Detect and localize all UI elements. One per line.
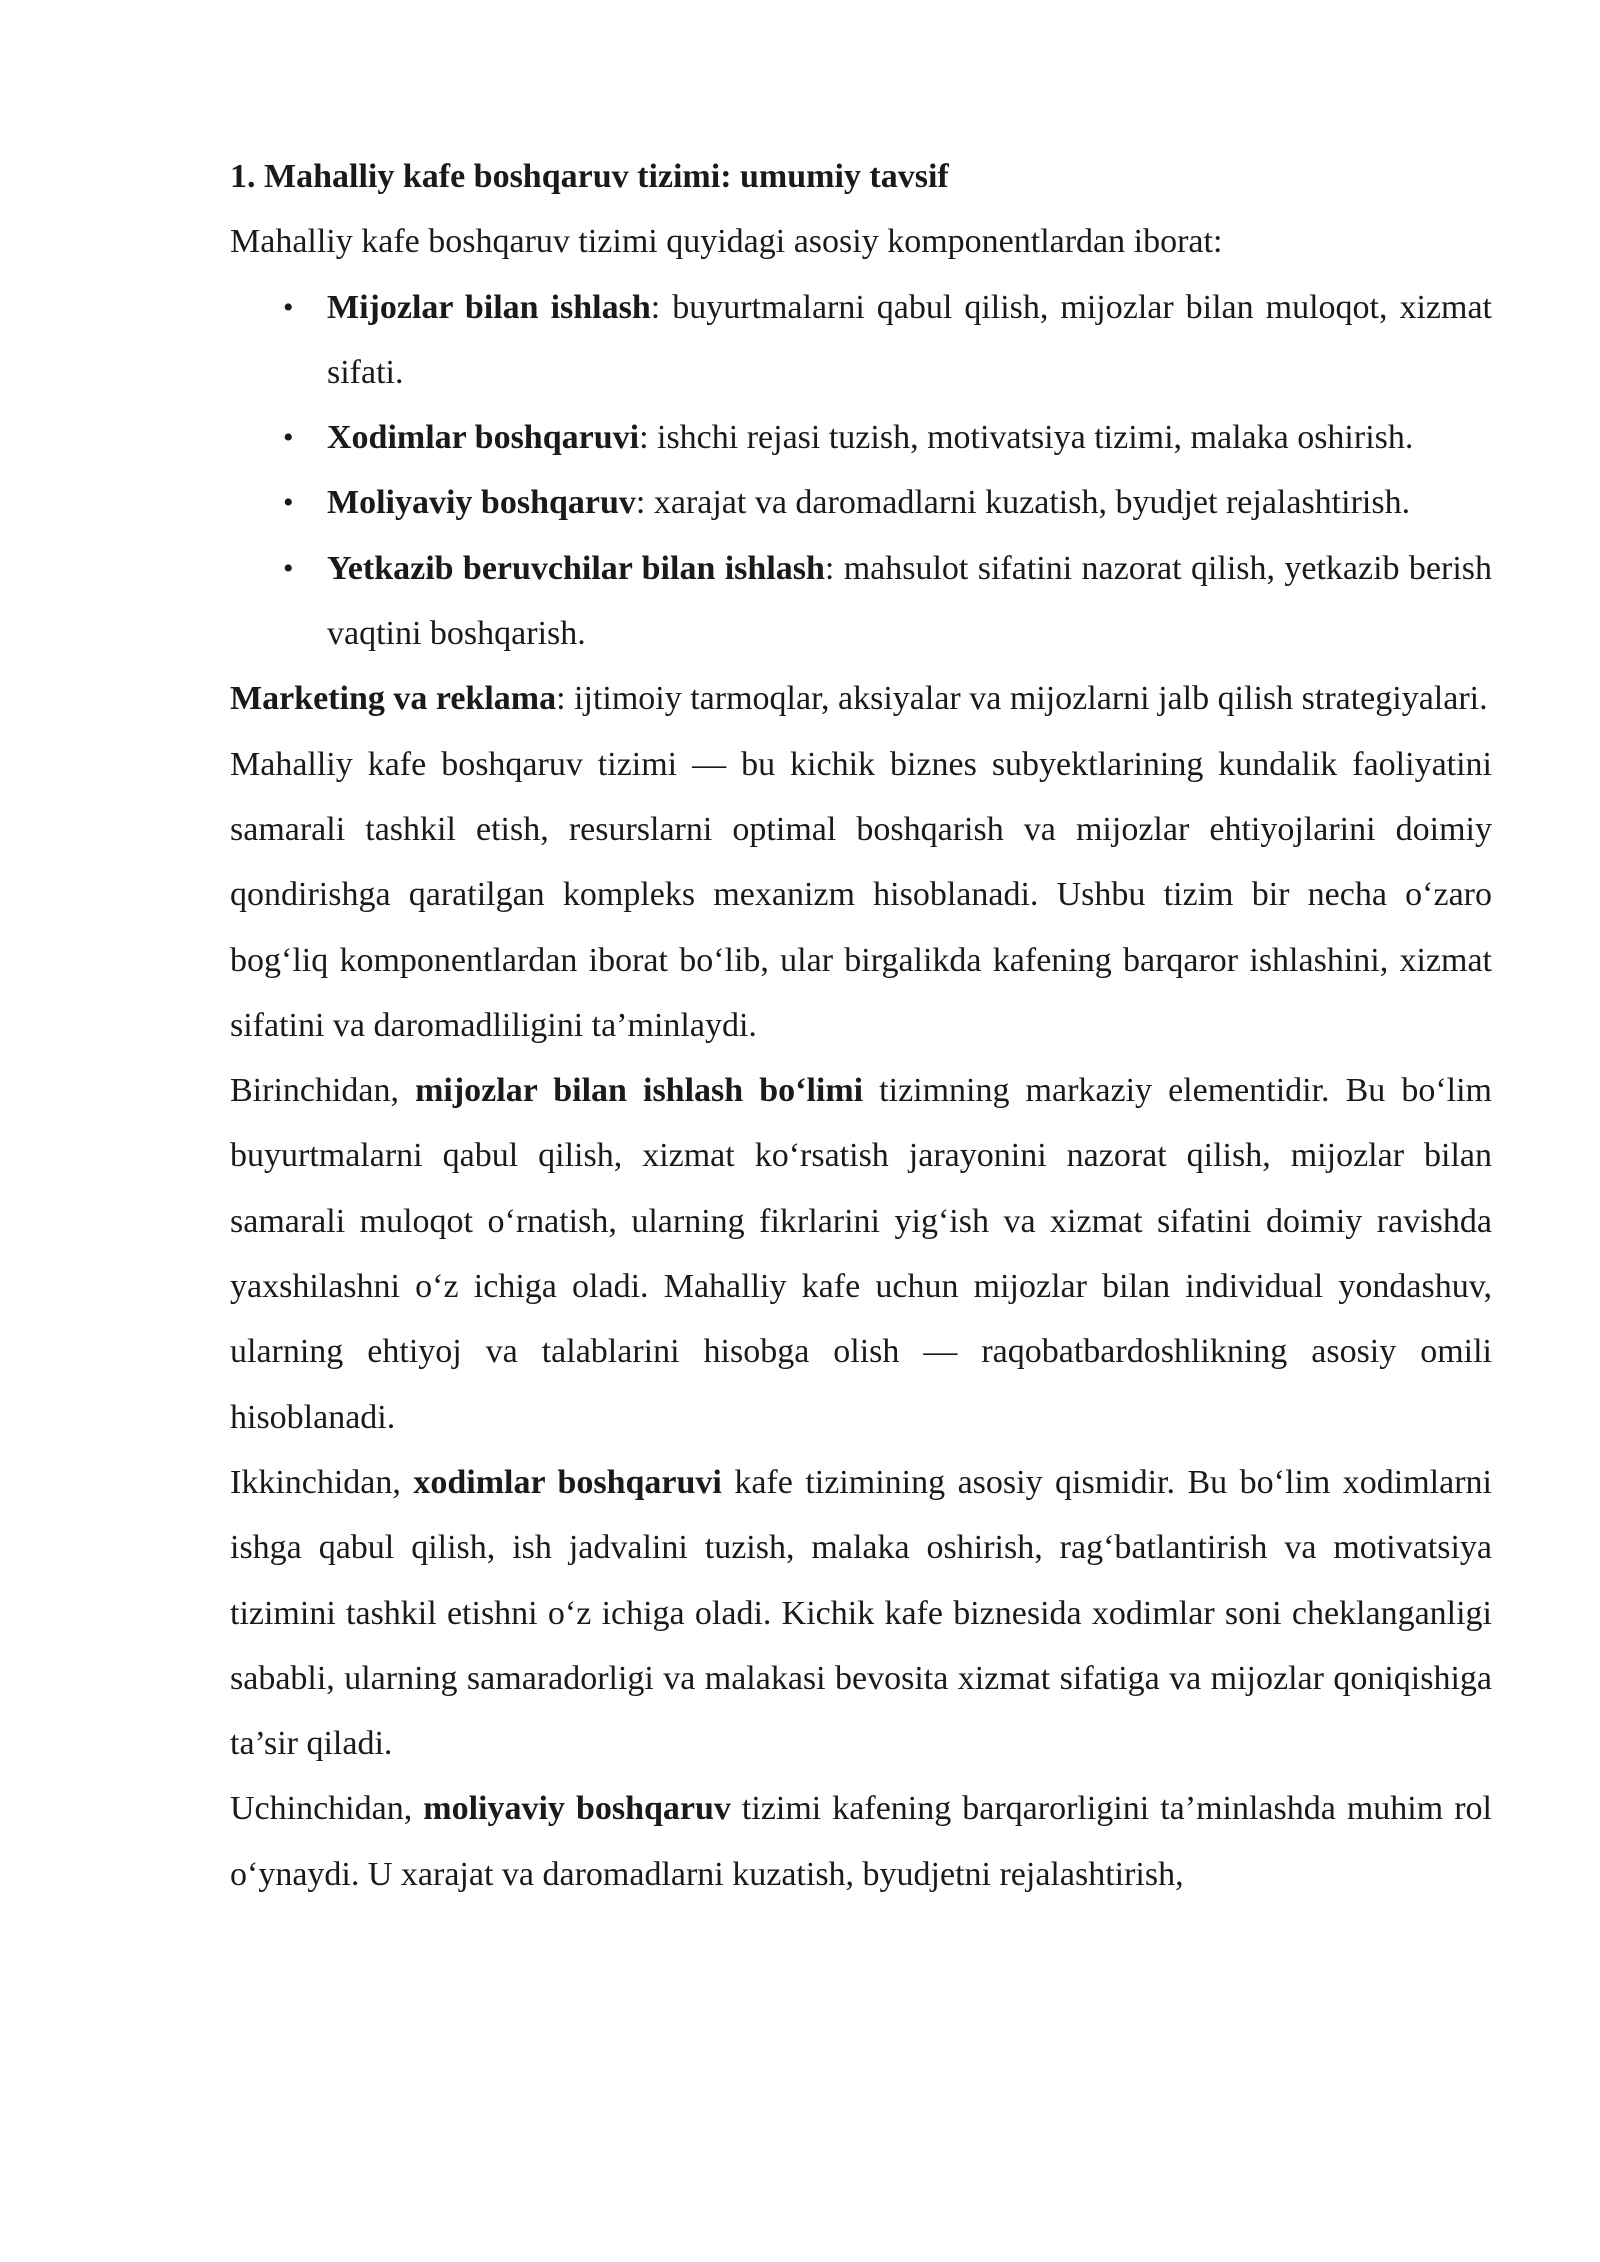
bullet-icon: • [283, 421, 294, 455]
intro-paragraph: Mahalliy kafe boshqaruv tizimi quyidagi asosiy komponentlardan iborat: [230, 223, 1223, 261]
list-item-text: : buyurtmalarni qabul qilish, mijozlar bilan muloqot, xizmat sifati. [327, 288, 1492, 391]
bullet-icon: • [283, 290, 294, 324]
list-item [230, 275, 1492, 406]
component-list [230, 275, 1492, 667]
second-term: xodimlar boshqaruvi [413, 1463, 722, 1501]
second-text: kafe tizimining asosiy qismidir. Bu bo‘lim xodimlarni ishga qabul qilish, ish jadvalini tuzish, malaka oshirish, rag‘batlantirish va motivatsiya tizimini tashkil etishni o‘z ichiga oladi. Kichik kafe biznesida xodimlar soni cheklanganligi sababli, ularning samaradorligi va malakasi bevosita xizmat sifatiga va mijozlar qoniqishiga ta’sir qiladi. [230, 1463, 1492, 1763]
list-item-text: : mahsulot sifatini nazorat qilish, yetkazib berish vaqtini boshqarish. [327, 549, 1492, 653]
marketing-term: Marketing va reklama [230, 680, 557, 718]
first-lead: Birinchidan, [230, 1072, 416, 1110]
list-item-term: Moliyaviy boshqaruv [327, 484, 636, 522]
bullet-icon: • [283, 486, 294, 520]
third-lead: Uchinchidan, [230, 1790, 424, 1828]
list-item-text: : xarajat va daromadlarni kuzatish, byudjet rejalashtirish. [635, 484, 1411, 522]
marketing-text: : ijtimoiy tarmoqlar, aksiyalar va mijozlarni jalb qilish strategiyalari. [556, 680, 1488, 718]
section-heading: 1. Mahalliy kafe boshqaruv tizimi: umumiy tavsif [230, 158, 949, 195]
bullet-icon: • [283, 551, 294, 585]
list-item [230, 536, 1492, 667]
list-item-term: Yetkazib beruvchilar bilan ishlash [327, 549, 825, 587]
list-item-term: Xodimlar boshqaruvi [327, 419, 640, 457]
second-lead: Ikkinchidan, [230, 1463, 414, 1501]
list-item-text: : ishchi rejasi tuzish, motivatsiya tizimi, malaka oshirish. [639, 419, 1414, 457]
first-paragraph [230, 1058, 1492, 1450]
marketing-paragraph [230, 666, 1492, 731]
document-page [230, 144, 1492, 1907]
third-term: moliyaviy boshqaruv [423, 1790, 731, 1828]
list-item [230, 470, 1492, 535]
third-paragraph [230, 1776, 1492, 1907]
second-paragraph [230, 1450, 1492, 1776]
first-term: mijozlar bilan ishlash bo‘limi [415, 1072, 864, 1110]
third-text: tizimi kafening barqarorligini ta’minlashda muhim rol o‘ynaydi. U xarajat va daromadlarni kuzatish, byudjetni rejalashtirish, [230, 1790, 1492, 1893]
first-text: tizimning markaziy elementidir. Bu bo‘lim buyurtmalarni qabul qilish, xizmat ko‘rsatish jarayonini nazorat qilish, mijozlar bilan samarali muloqot o‘rnatish, ularning fikrlarini yig‘ish va xizmat sifatini doimiy ravishda yaxshilashni o‘z ichiga oladi. Mahalliy kafe uchun mijozlar bilan individual yondashuv, ularning ehtiyoj va talablarini hisobga olish — raqobatbardoshlikning asosiy omili hisoblanadi. [230, 1072, 1492, 1436]
list-item-term: Mijozlar bilan ishlash [327, 288, 651, 326]
overview-paragraph: Mahalliy kafe boshqaruv tizimi — bu kichik biznes subyektlarining kundalik faoliyatini samarali tashkil etish, resurslarni optimal boshqarish va mijozlar ehtiyojlarini doimiy qondirishga qaratilgan kompleks mexanizm hisoblanadi. Ushbu tizim bir necha o‘zaro bog‘liq komponentlardan iborat bo‘lib, ular birgalikda kafening barqaror ishlashini, xizmat sifatini va daromadliligini ta’minlaydi. [230, 745, 1492, 1044]
list-item [230, 405, 1492, 470]
